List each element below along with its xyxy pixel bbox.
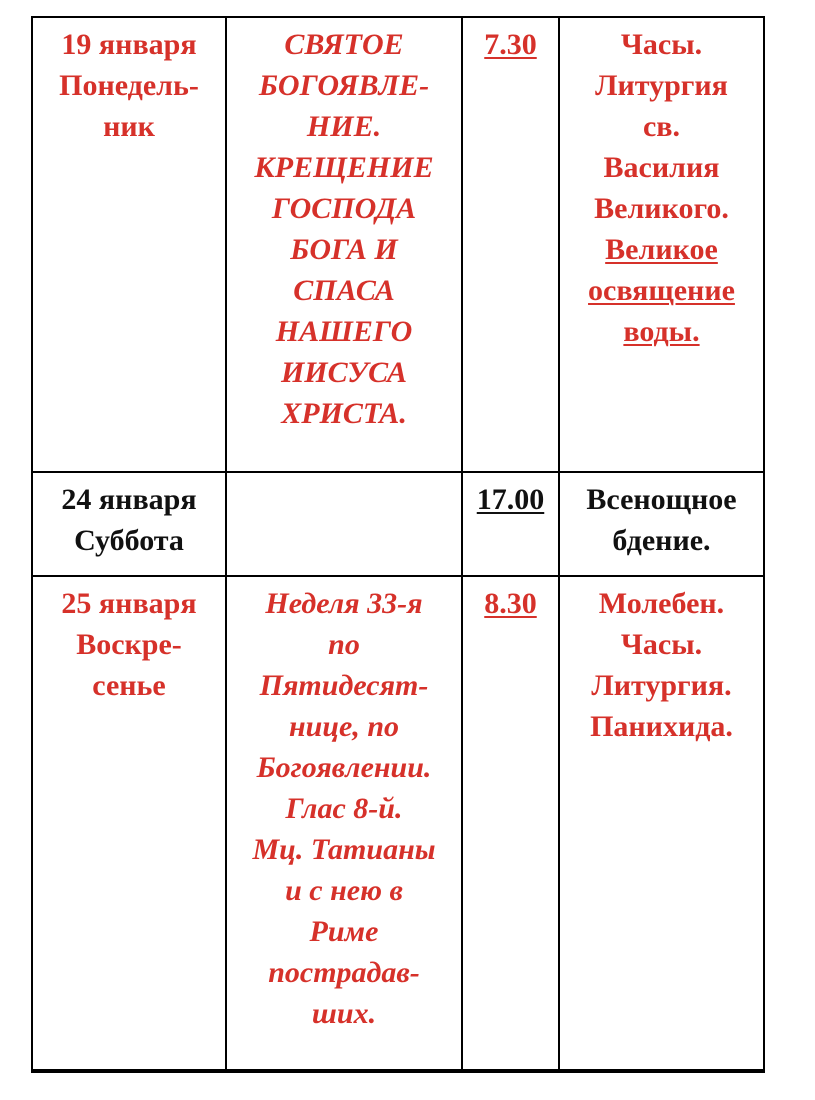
time-text: 7.30 xyxy=(484,28,537,61)
feast-text: СПАСА xyxy=(293,274,395,307)
feast-text: нице, по xyxy=(288,710,400,743)
service-cell xyxy=(559,17,764,472)
feast-text: ГОСПОДА xyxy=(271,192,417,225)
date-cell xyxy=(32,472,226,576)
service-text: бдение. xyxy=(612,524,711,557)
weekday-text: ник xyxy=(103,110,155,143)
table-row xyxy=(32,576,764,1071)
service-text: Панихида. xyxy=(590,710,733,743)
service-text: Молебен. xyxy=(598,587,725,620)
feast-text: Глас 8-й. xyxy=(285,792,403,825)
date-text: 25 января xyxy=(61,587,197,620)
feast-text: ИИСУСА xyxy=(280,356,408,389)
feast-cell xyxy=(226,472,462,576)
service-text: Часы. xyxy=(620,628,703,661)
feast-text: Богоявлении. xyxy=(256,751,432,784)
weekday-text: Воскре- xyxy=(76,628,182,661)
weekday-text: сенье xyxy=(92,669,166,702)
service-text: св. xyxy=(642,110,681,143)
service-text: Литургия. xyxy=(591,669,732,702)
service-text: Часы. xyxy=(620,28,703,61)
time-cell xyxy=(462,17,559,472)
service-underlined-text: освящение xyxy=(588,274,735,307)
date-text: 19 января xyxy=(61,28,197,61)
feast-text: Пятидесят- xyxy=(259,669,429,702)
service-text: Литургия xyxy=(595,69,728,102)
feast-text: пострадав- xyxy=(268,956,420,989)
service-text: Василия xyxy=(603,151,720,184)
weekday-text: Суббота xyxy=(74,524,184,557)
date-text: 24 января xyxy=(61,483,197,516)
feast-text: НИЕ. xyxy=(306,110,382,143)
feast-text: НАШЕГО xyxy=(275,315,413,348)
feast-text: КРЕЩЕНИЕ xyxy=(254,151,434,184)
service-cell xyxy=(559,472,764,576)
date-cell xyxy=(32,17,226,472)
feast-text: СВЯТОЕ xyxy=(284,28,404,61)
table-row xyxy=(32,17,764,472)
feast-cell xyxy=(226,576,462,1071)
service-cell xyxy=(559,576,764,1071)
feast-text: БОГОЯВЛЕ- xyxy=(258,69,430,102)
time-text: 8.30 xyxy=(484,587,537,620)
feast-text: и с нею в xyxy=(285,874,403,907)
feast-text: Риме xyxy=(309,915,379,948)
date-cell xyxy=(32,576,226,1071)
service-schedule-table xyxy=(31,16,765,1073)
feast-text: ших. xyxy=(311,997,377,1030)
weekday-text: Понедель- xyxy=(59,69,199,102)
service-text: Всенощное xyxy=(586,483,737,516)
service-text: Великого. xyxy=(594,192,729,225)
service-underlined-text: воды. xyxy=(623,315,700,348)
table-row xyxy=(32,472,764,576)
time-text: 17.00 xyxy=(476,483,545,516)
feast-text: ХРИСТА. xyxy=(281,397,407,430)
service-underlined-text: Великое xyxy=(605,233,718,266)
feast-text: по xyxy=(328,628,360,661)
time-cell xyxy=(462,472,559,576)
feast-text: Неделя 33-я xyxy=(265,587,423,620)
feast-text: Мц. Татианы xyxy=(252,833,436,866)
feast-cell xyxy=(226,17,462,472)
feast-text: БОГА И xyxy=(290,233,398,266)
time-cell xyxy=(462,576,559,1071)
